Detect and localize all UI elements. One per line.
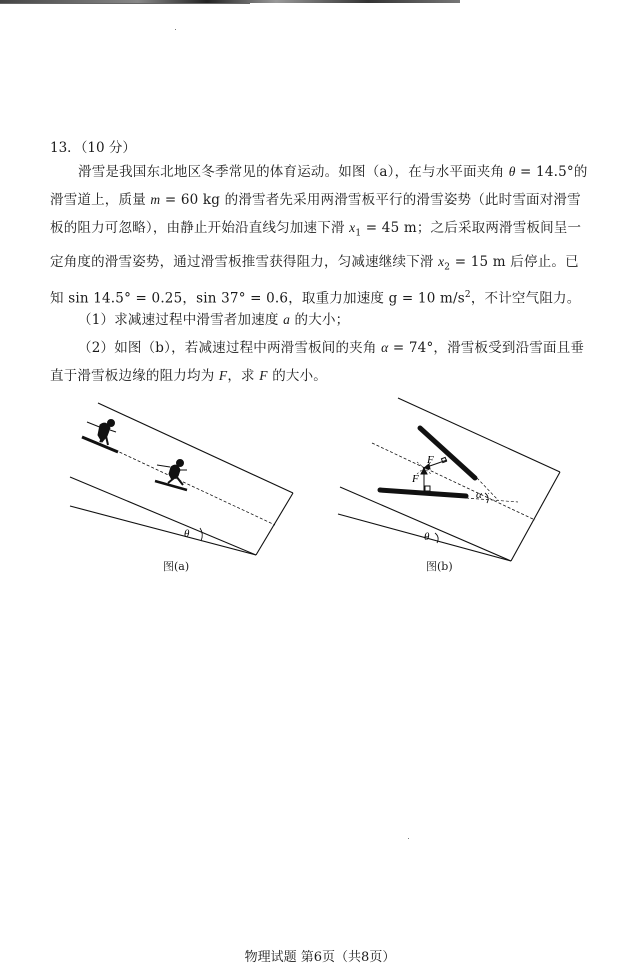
scan-speck (488, 493, 489, 494)
alpha-label: α (476, 489, 482, 501)
slope-upper-edge (398, 398, 560, 472)
ski-board-lower (380, 490, 466, 496)
theta-arc (200, 528, 202, 541)
theta-label: θ (424, 531, 430, 543)
slope-lower-edge (70, 477, 256, 555)
arrowhead (421, 468, 427, 474)
right-angle-mark (441, 457, 446, 462)
centerline-dashed (372, 443, 535, 520)
horizontal-line (70, 506, 256, 555)
question-part-2: （2）如图（b），若减速过程中两滑雪板间的夹角 α = 74°，滑雪板受到沿雪面且垂直于滑雪板边缘的阻力均为 F，求 F 的大小。 (50, 340, 585, 384)
figure-a-caption: 图(a) (163, 560, 190, 573)
board-extension-dashed (466, 498, 518, 502)
alpha-arc (485, 493, 488, 503)
figure-a (60, 400, 310, 590)
figure-b (330, 390, 590, 590)
force-label-upper: F (427, 454, 434, 466)
slope-end-edge (256, 493, 293, 555)
scan-edge-artifact-line (0, 3, 250, 4)
skier-icon-1 (82, 420, 118, 453)
slope-upper-edge (98, 403, 293, 493)
slope-lower-edge (340, 487, 511, 561)
question-intro: 滑雪是我国东北地区冬季常见的体育运动。如图（a），在与水平面夹角 θ = 14.5°的滑雪道上，质量 m = 60 kg 的滑雪者先采用两滑雪板平行的滑雪姿势（此时雪面对滑雪板的阻力可忽略），由静止开始沿直线匀加速下滑 $x_1 = 45$ m；之后采取两滑雪板间呈一定角度的滑雪姿势，通过滑雪板推雪获得阻力，匀减速继续下滑 $x_2 = 15$ m 后停止。已知 sin 14.5° = 0.25，sin 37° = 0.6，取重力加速度 g = 10 $m/s^2$，不计空气阻力。 (50, 164, 588, 307)
path-dashed-line (115, 450, 275, 525)
slope-end-edge (511, 472, 560, 561)
theta-label: θ (184, 528, 190, 540)
right-angle-mark (425, 486, 430, 491)
figure-b-caption: 图(b) (426, 560, 453, 573)
theta-symbol: θ (508, 164, 516, 179)
question-part-1: （1）求减速过程中滑雪者加速度 a 的大小； (78, 312, 350, 328)
mass-symbol: m (150, 192, 161, 207)
ski-board-upper (420, 428, 475, 478)
force-label-lower: F (412, 473, 419, 485)
theta-arc (435, 533, 438, 543)
scan-speck (175, 29, 176, 30)
question-number: 13．（10 分） (50, 140, 136, 156)
alpha-symbol: α (381, 340, 389, 355)
page-footer: 物理试题 第6页（共8页） (244, 950, 396, 965)
scan-speck (408, 838, 409, 839)
figure-b-diagram (330, 390, 590, 590)
skier-icon-2 (155, 460, 187, 491)
acceleration-symbol: a (283, 312, 291, 327)
